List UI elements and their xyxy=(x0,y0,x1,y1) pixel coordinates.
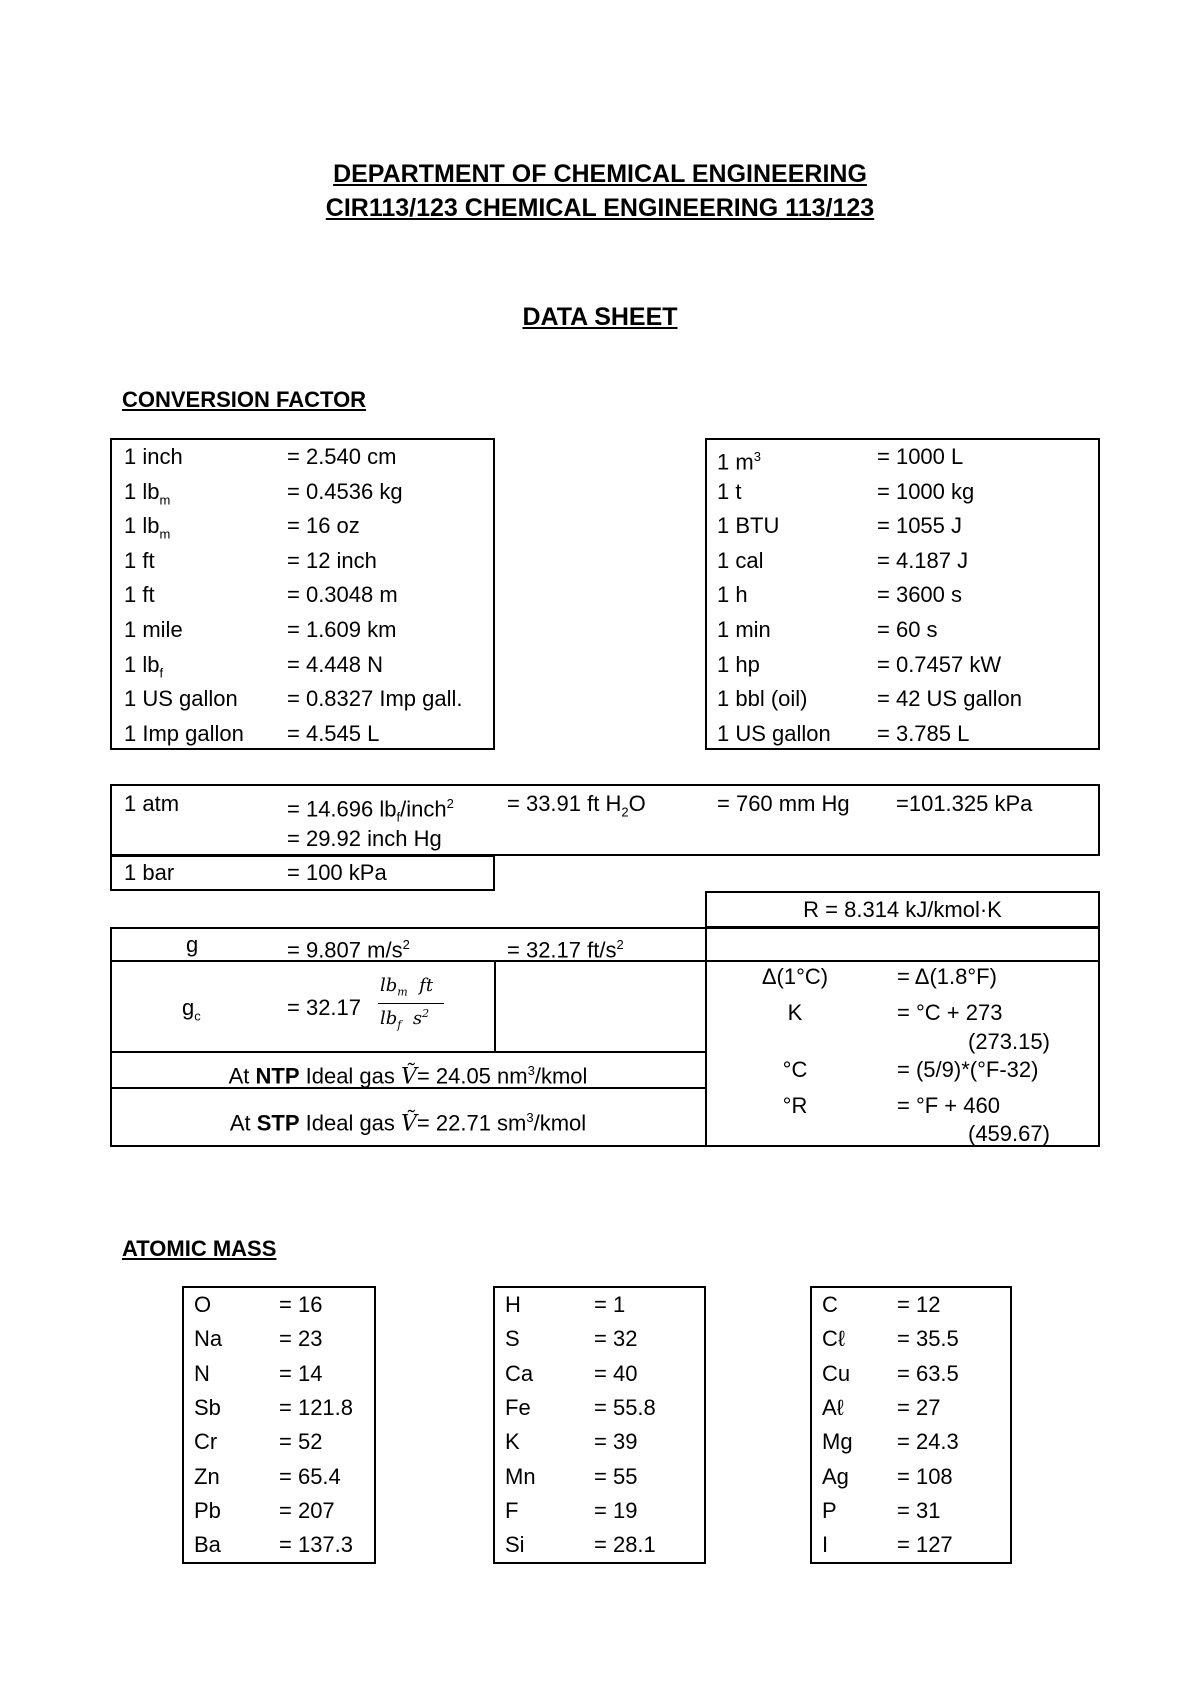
element-symbol: F xyxy=(505,1498,519,1523)
conversion-unit: 1 US gallon xyxy=(124,686,238,711)
atm-psi: = 14.696 $lb_f/inch^2$ xyxy=(287,796,454,825)
atomic-mass-value: = 52 xyxy=(279,1429,323,1454)
conversion-value: = 0.4536 kg xyxy=(287,479,403,504)
conversion-unit: 1 inch xyxy=(124,444,183,469)
element-symbol: Cℓ xyxy=(822,1326,845,1351)
temp-delta-label: Δ(1°C) xyxy=(761,964,829,989)
conversion-value: = 16 oz xyxy=(287,513,360,538)
conversion-value: = 0.7457 kW xyxy=(877,652,1002,677)
element-symbol: Cu xyxy=(822,1361,851,1386)
atomic-mass-value: = 55.8 xyxy=(594,1395,656,1420)
bar-value: = 100 kPa xyxy=(287,860,387,885)
element-symbol: K xyxy=(505,1429,520,1454)
atomic-mass-heading: ATOMIC MASS xyxy=(122,1236,277,1261)
conversion-value: = 2.540 cm xyxy=(287,444,397,469)
atm-label: 1 atm xyxy=(124,791,180,816)
atomic-mass-value: = 121.8 xyxy=(279,1395,354,1420)
atomic-mass-value: = 127 xyxy=(897,1532,953,1557)
temp-delta-value: = Δ(1.8°F) xyxy=(897,964,997,989)
stp-ideal-gas: At STP Ideal gas Ṽ= 22.71 $sm^3$/kmol xyxy=(229,1110,587,1137)
conversion-value: = 12 inch xyxy=(287,548,377,573)
element-symbol: Ag xyxy=(822,1464,849,1489)
atm-mmhg: = 760 mm Hg xyxy=(717,791,850,816)
atomic-mass-value: = 1 xyxy=(594,1292,626,1317)
conversion-value: = 42 US gallon xyxy=(877,686,1022,711)
conversion-value: = 1000 kg xyxy=(877,479,975,504)
conversion-value: = 4.448 N xyxy=(287,652,384,677)
conversion-unit: 1 US gallon xyxy=(717,721,831,746)
element-symbol: Pb xyxy=(194,1498,221,1523)
conversion-unit: 1 $m^3$ xyxy=(717,449,761,475)
atomic-mass-value: = 108 xyxy=(897,1464,953,1489)
atomic-mass-value: = 40 xyxy=(594,1361,638,1386)
atomic-mass-value: = 32 xyxy=(594,1326,638,1351)
atomic-mass-value: = 65.4 xyxy=(279,1464,341,1489)
element-symbol: O xyxy=(194,1292,212,1317)
atm-ft-water: = 33.91 ft $H_2O$ xyxy=(507,791,646,820)
element-symbol: C xyxy=(822,1292,838,1317)
atomic-mass-value: = 137.3 xyxy=(279,1532,354,1557)
atomic-mass-value: = 207 xyxy=(279,1498,335,1523)
conversion-value: = 0.8327 Imp gall. xyxy=(287,686,463,711)
element-symbol: P xyxy=(822,1498,837,1523)
conversion-unit: 1 ft xyxy=(124,548,155,573)
atomic-mass-value: = 27 xyxy=(897,1395,941,1420)
conversion-unit: 1 bbl (oil) xyxy=(717,686,808,711)
gas-constant: R = 8.314 kJ/kmol·K xyxy=(803,897,1002,922)
element-symbol: Ba xyxy=(194,1532,221,1557)
conversion-value: = 4.545 L xyxy=(287,721,380,746)
conversion-unit: 1 $lb_m$ xyxy=(124,513,171,542)
course-title: CIR113/123 CHEMICAL ENGINEERING 113/123 xyxy=(325,194,875,222)
conversion-value: = 1055 J xyxy=(877,513,963,538)
temp-kelvin-exact: (273.15) xyxy=(968,1029,1050,1054)
conversion-value: = 4.187 J xyxy=(877,548,969,573)
gc-value: = 32.17 xyxy=(287,995,362,1020)
conversion-factor-heading: CONVERSION FACTOR xyxy=(122,387,367,412)
ntp-ideal-gas: At NTP Ideal gas Ṽ= 24.05 $nm^3$/kmol xyxy=(228,1063,588,1090)
g-imperial: = 32.17 $ft/s^2$ xyxy=(507,937,624,963)
conversion-unit: 1 min xyxy=(717,617,771,642)
atm-inch-hg: = 29.92 inch Hg xyxy=(287,826,442,851)
gc-label: $g_c$ xyxy=(182,995,201,1024)
conversion-value: = 3600 s xyxy=(877,582,963,607)
temp-celsius-label: °C xyxy=(782,1057,808,1082)
conversion-unit: 1 BTU xyxy=(717,513,780,538)
gc-numerator: $lb_m$ ft xyxy=(380,975,434,999)
element-symbol: Fe xyxy=(505,1395,531,1420)
bar-label: 1 bar xyxy=(124,860,175,885)
conversion-unit: 1 cal xyxy=(717,548,764,573)
conversion-unit: 1 Imp gallon xyxy=(124,721,244,746)
element-symbol: Aℓ xyxy=(822,1395,844,1420)
atomic-mass-value: = 19 xyxy=(594,1498,638,1523)
atomic-mass-value: = 14 xyxy=(279,1361,323,1386)
conversion-unit: 1 ft xyxy=(124,582,155,607)
conversion-unit: 1 mile xyxy=(124,617,183,642)
element-symbol: Ca xyxy=(505,1361,534,1386)
atomic-mass-value: = 35.5 xyxy=(897,1326,959,1351)
gc-fraction-bar xyxy=(378,1003,444,1004)
atomic-mass-value: = 23 xyxy=(279,1326,323,1351)
element-symbol: Zn xyxy=(194,1464,220,1489)
conversion-value: = 60 s xyxy=(877,617,938,642)
conversion-value: = 1.609 km xyxy=(287,617,397,642)
temp-kelvin-value: = °C + 273 xyxy=(897,1000,1003,1025)
atomic-mass-value: = 12 xyxy=(897,1292,941,1317)
element-symbol: Mn xyxy=(505,1464,536,1489)
conversion-value: = 0.3048 m xyxy=(287,582,398,607)
conversion-unit: 1 t xyxy=(717,479,742,504)
conversion-value: = 3.785 L xyxy=(877,721,970,746)
temp-rankine-exact: (459.67) xyxy=(968,1121,1050,1146)
conversion-unit: 1 h xyxy=(717,582,748,607)
element-symbol: N xyxy=(194,1361,210,1386)
atomic-mass-value: = 55 xyxy=(594,1464,638,1489)
atomic-mass-value: = 28.1 xyxy=(594,1532,656,1557)
element-symbol: H xyxy=(505,1292,521,1317)
element-symbol: Cr xyxy=(194,1429,218,1454)
element-symbol: Na xyxy=(194,1326,223,1351)
element-symbol: Sb xyxy=(194,1395,221,1420)
element-symbol: Si xyxy=(505,1532,525,1557)
data-sheet-title: DATA SHEET xyxy=(522,303,678,331)
temp-rankine-value: = °F + 460 xyxy=(897,1093,1000,1118)
element-symbol: Mg xyxy=(822,1429,853,1454)
temp-celsius-value: = (5/9)*(°F-32) xyxy=(897,1057,1039,1082)
conversion-unit: 1 $lb_f$ xyxy=(124,652,164,681)
temp-rankine-label: °R xyxy=(782,1093,808,1118)
gc-denominator: $lb_f$ $s^2$ xyxy=(380,1007,430,1032)
atomic-mass-value: = 31 xyxy=(897,1498,941,1523)
g-si: = 9.807 $m/s^2$ xyxy=(287,937,410,963)
conversion-unit: 1 hp xyxy=(717,652,760,677)
atomic-mass-value: = 24.3 xyxy=(897,1429,959,1454)
atm-kpa: =101.325 kPa xyxy=(896,791,1033,816)
element-symbol: I xyxy=(822,1532,829,1557)
element-symbol: S xyxy=(505,1326,520,1351)
temp-kelvin-label: K xyxy=(787,1000,803,1025)
gc-row-divider xyxy=(110,1051,706,1053)
department-title: DEPARTMENT OF CHEMICAL ENGINEERING xyxy=(333,160,867,188)
atomic-mass-value: = 39 xyxy=(594,1429,638,1454)
g-label: g xyxy=(186,932,199,957)
conversion-value: = 1000 L xyxy=(877,444,964,469)
gc-cell-divider xyxy=(494,960,496,1052)
conversion-unit: 1 $lb_m$ xyxy=(124,479,171,508)
atomic-mass-value: = 63.5 xyxy=(897,1361,959,1386)
atomic-mass-value: = 16 xyxy=(279,1292,323,1317)
